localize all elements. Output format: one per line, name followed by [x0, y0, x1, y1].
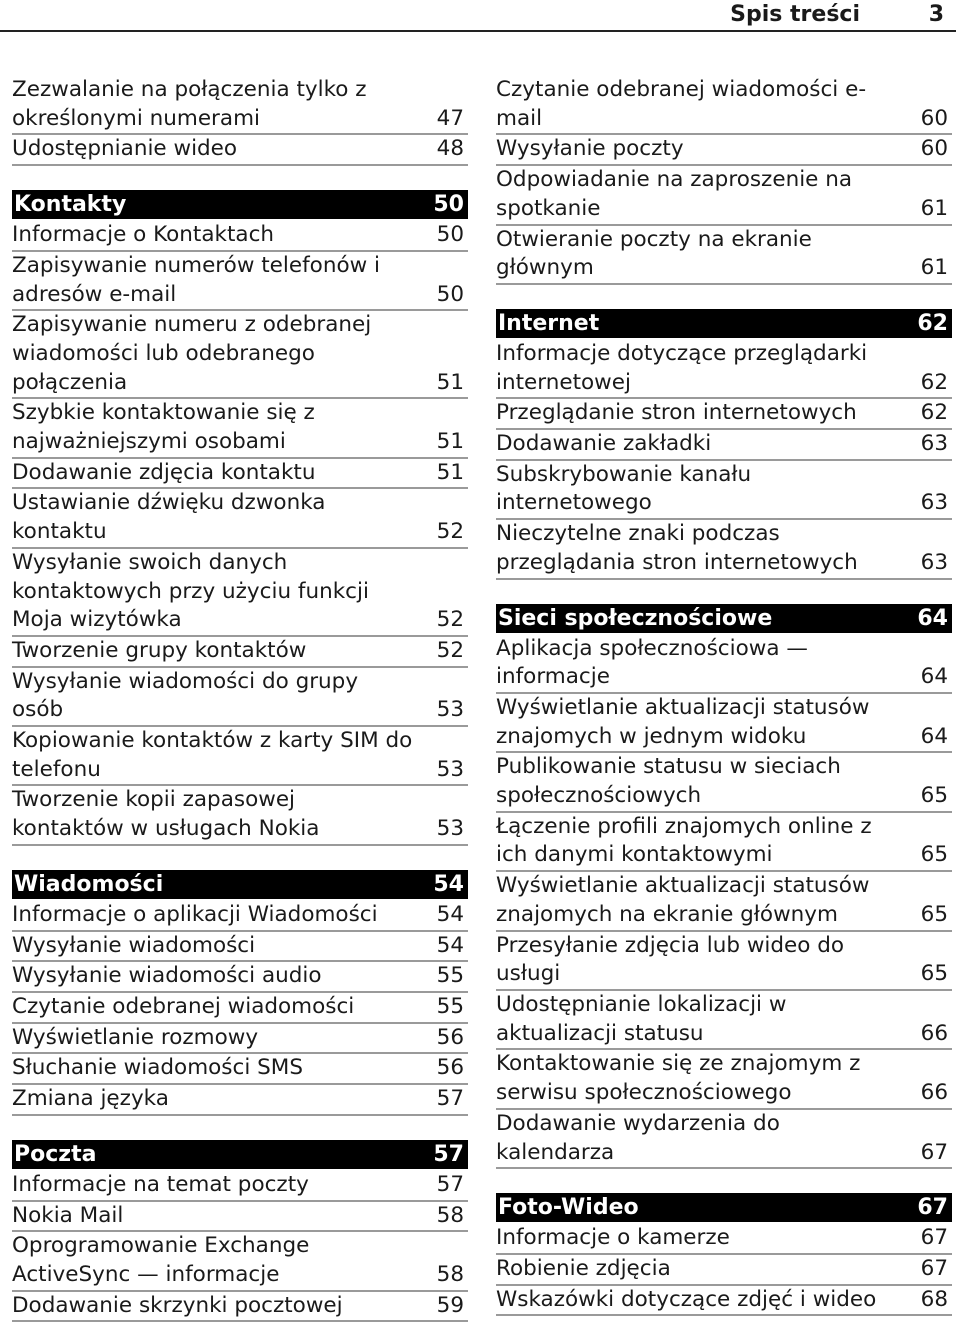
toc-entry[interactable] [12, 549, 468, 637]
toc-entry-line: społecznościowych [496, 783, 702, 809]
section-title: Internet [498, 310, 600, 336]
toc-entry-line: Czytanie odebranej wiadomości e- [496, 77, 867, 102]
toc-entry-line: serwisu społecznościowego [496, 1080, 792, 1106]
toc-entry-line: Robienie zdjęcia [496, 1255, 671, 1281]
toc-entry-line: Wysyłanie swoich danych [12, 549, 288, 575]
toc-entry-line: adresów e-mail [12, 281, 177, 307]
toc-entry[interactable] [496, 76, 952, 135]
section-page-number: 64 [917, 605, 948, 631]
toc-entry-page-number: 50 [436, 222, 464, 248]
toc-entry-page-number: 52 [436, 607, 464, 633]
toc-entry-line: Wyświetlanie aktualizacji statusów [496, 694, 870, 720]
toc-section-heading[interactable] [496, 1193, 952, 1222]
section-page-number: 57 [433, 1141, 464, 1167]
section-page-number: 67 [917, 1195, 948, 1221]
toc-entry-page-number: 65 [920, 842, 948, 868]
toc-entry[interactable] [496, 166, 952, 225]
toc-entry-page-number: 56 [436, 1024, 464, 1050]
toc-entry-line: połączenia [12, 369, 128, 395]
toc-entry-line: Kopiowanie kontaktów z karty SIM do [12, 728, 413, 754]
toc-entry[interactable] [496, 226, 952, 285]
toc-entry[interactable] [496, 1110, 952, 1169]
toc-entry[interactable] [496, 635, 952, 694]
toc-entry-page-number: 60 [920, 105, 948, 131]
toc-entry[interactable] [496, 135, 952, 166]
section-page-number: 62 [917, 310, 948, 336]
toc-entry-line: Odpowiadanie na zaproszenie na [496, 167, 853, 193]
toc-entry-page-number: 57 [436, 1171, 464, 1197]
page-header [0, 0, 956, 32]
toc-entry[interactable] [12, 221, 468, 252]
toc-entry[interactable] [496, 872, 952, 931]
toc-entry-line: Otwieranie poczty na ekranie [496, 226, 812, 252]
toc-entry[interactable] [12, 668, 468, 727]
toc-entry-line: osób [12, 697, 64, 723]
toc-entry-line: określonymi numerami [12, 105, 260, 131]
toc-entry[interactable] [496, 430, 952, 461]
toc-entry-page-number: 61 [920, 195, 948, 221]
toc-entry-line: Udostępnianie lokalizacji w [496, 991, 787, 1017]
toc-entry[interactable] [12, 962, 468, 993]
toc-entry[interactable] [496, 753, 952, 812]
toc-entry-line: Tworzenie grupy kontaktów [12, 637, 307, 663]
toc-entry-page-number: 47 [436, 105, 464, 131]
toc-entry-page-number: 51 [436, 459, 464, 485]
toc-entry-line: Dodawanie zakładki [496, 431, 712, 457]
toc-entry-page-number: 67 [920, 1225, 948, 1251]
toc-section-heading[interactable] [12, 1140, 468, 1169]
toc-entry-page-number: 50 [436, 281, 464, 307]
toc-entry[interactable] [12, 786, 468, 845]
toc-entry-line: Oprogramowanie Exchange [12, 1233, 310, 1259]
toc-entry-page-number: 67 [920, 1255, 948, 1281]
toc-entry-line: Informacje o kamerze [496, 1225, 730, 1251]
toc-entry-line: Zapisywanie numeru z odebranej [12, 312, 372, 338]
toc-entry-line: Udostępnianie wideo [12, 136, 238, 162]
toc-entry-line: Wysyłanie wiadomości [12, 932, 256, 958]
toc-entry-line: Nieczytelne znaki podczas [496, 521, 780, 547]
toc-entry[interactable] [12, 901, 468, 932]
toc-entry[interactable] [496, 932, 952, 991]
toc-entry-page-number: 54 [436, 932, 464, 958]
toc-entry[interactable] [12, 76, 468, 135]
toc-entry[interactable] [496, 1050, 952, 1109]
toc-entry-page-number: 55 [436, 963, 464, 989]
toc-entry[interactable] [12, 1232, 468, 1291]
toc-entry[interactable] [12, 252, 468, 311]
toc-entry-line: znajomych w jednym widoku [496, 723, 807, 749]
section-title: Poczta [14, 1141, 97, 1167]
toc-entry-line: kontaktów w usługach Nokia [12, 816, 320, 842]
toc-entry-page-number: 58 [436, 1202, 464, 1228]
toc-entry-line: Moja wizytówka [12, 607, 182, 633]
toc-entry-line: Subskrybowanie kanału [496, 461, 752, 487]
toc-entry-page-number: 55 [436, 993, 464, 1019]
toc-entry-line: kontaktowych przy użyciu funkcji [12, 578, 369, 604]
toc-entry-line: Ustawianie dźwięku dzwonka [12, 490, 326, 516]
toc-entry-line: aktualizacji statusu [496, 1020, 704, 1046]
toc-entry[interactable] [12, 1292, 468, 1322]
toc-entry-line: Dodawanie zdjęcia kontaktu [12, 459, 316, 485]
toc-entry[interactable] [496, 340, 952, 399]
toc-entry-line: ich danymi kontaktowymi [496, 842, 773, 868]
toc-section-heading[interactable] [496, 604, 952, 633]
toc-entry-page-number: 52 [436, 519, 464, 545]
toc-entry-page-number: 62 [920, 400, 948, 426]
toc-column-right [496, 76, 952, 1316]
toc-entry-line: Dodawanie skrzynki pocztowej [12, 1292, 343, 1318]
toc-entry-page-number: 52 [436, 637, 464, 663]
toc-entry-line: Nokia Mail [12, 1202, 124, 1228]
toc-entry[interactable] [496, 1224, 952, 1255]
header-page-number: 3 [928, 2, 944, 27]
toc-entry-line: usługi [496, 961, 561, 987]
section-page-number: 50 [433, 192, 464, 218]
toc-entry[interactable] [496, 399, 952, 430]
section-title: Sieci społecznościowe [498, 605, 773, 631]
toc-entry-page-number: 66 [920, 1080, 948, 1106]
toc-entry-line: Zapisywanie numerów telefonów i [12, 252, 380, 278]
toc-entry-page-number: 53 [436, 816, 464, 842]
toc-entry-page-number: 64 [920, 723, 948, 749]
toc-entry-line: Dodawanie wydarzenia do [496, 1110, 780, 1136]
section-page-number: 54 [433, 871, 464, 897]
toc-entry-line: Wysyłanie poczty [496, 136, 684, 162]
toc-entry[interactable] [496, 694, 952, 753]
toc-entry-page-number: 63 [920, 431, 948, 457]
toc-entry-line: Informacje o aplikacji Wiadomości [12, 901, 378, 927]
toc-entry[interactable] [12, 1054, 468, 1085]
toc-entry-line: Słuchanie wiadomości SMS [12, 1055, 303, 1081]
toc-entry-line: kalendarza [496, 1139, 615, 1165]
toc-entry-page-number: 48 [436, 136, 464, 162]
toc-entry-line: przeglądania stron internetowych [496, 549, 858, 575]
toc-entry-page-number: 68 [920, 1286, 948, 1312]
toc-entry[interactable] [12, 135, 468, 166]
toc-column-left [12, 76, 468, 1322]
toc-entry-line: Przesyłanie zdjęcia lub wideo do [496, 932, 845, 958]
toc-entry-line: ActiveSync — informacje [12, 1261, 280, 1287]
toc-entry-line: telefonu [12, 756, 101, 782]
toc-entry[interactable] [12, 1024, 468, 1055]
toc-entry-line: Przeglądanie stron internetowych [496, 400, 857, 426]
toc-entry-line: Wysyłanie wiadomości audio [12, 963, 322, 989]
toc-entry-line: znajomych na ekranie głównym [496, 901, 838, 927]
toc-entry-line: spotkanie [496, 195, 601, 221]
toc-entry-line: informacje [496, 664, 610, 690]
toc-entry-line: Zezwalanie na połączenia tylko z [12, 77, 367, 102]
toc-entry-line: Aplikacja społecznościowa — [496, 635, 808, 661]
toc-entry-page-number: 65 [920, 901, 948, 927]
toc-entry-line: najważniejszymi osobami [12, 429, 286, 455]
toc-entry-line: Tworzenie kopii zapasowej [12, 787, 296, 813]
toc-entry-page-number: 66 [920, 1020, 948, 1046]
toc-entry[interactable] [12, 637, 468, 668]
toc-entry[interactable] [496, 461, 952, 520]
toc-entry[interactable] [12, 932, 468, 963]
toc-entry-page-number: 59 [436, 1292, 464, 1318]
toc-entry[interactable] [12, 311, 468, 399]
toc-entry-line: Informacje dotyczące przeglądarki [496, 340, 868, 366]
toc-entry-page-number: 56 [436, 1055, 464, 1081]
toc-entry-page-number: 58 [436, 1261, 464, 1287]
section-title: Kontakty [14, 192, 127, 218]
toc-entry-line: Wysyłanie wiadomości do grupy [12, 668, 359, 694]
toc-entry-page-number: 51 [436, 369, 464, 395]
toc-entry-line: Wyświetlanie rozmowy [12, 1024, 259, 1050]
toc-entry-page-number: 63 [920, 490, 948, 516]
toc-entry-page-number: 67 [920, 1139, 948, 1165]
toc-entry[interactable] [12, 1202, 468, 1233]
section-title: Foto-Wideo [498, 1195, 639, 1221]
toc-entry[interactable] [12, 489, 468, 548]
toc-entry-page-number: 60 [920, 136, 948, 162]
toc-entry[interactable] [496, 520, 952, 579]
header-title: Spis treści [730, 2, 860, 27]
toc-entry-line: Kontaktowanie się ze znajomym z [496, 1051, 861, 1077]
toc-entry-line: Wyświetlanie aktualizacji statusów [496, 873, 870, 899]
toc-entry-line: Czytanie odebranej wiadomości [12, 993, 355, 1019]
toc-entry-line: Zmiana języka [12, 1086, 169, 1112]
toc-entry-page-number: 53 [436, 756, 464, 782]
toc-entry-line: Informacje na temat poczty [12, 1171, 309, 1197]
toc-entry[interactable] [12, 993, 468, 1024]
toc-entry[interactable] [12, 1171, 468, 1202]
section-title: Wiadomości [14, 871, 164, 897]
toc-entry-line: mail [496, 105, 543, 131]
toc-entry-line: kontaktu [12, 519, 107, 545]
toc-entry-page-number: 53 [436, 697, 464, 723]
toc-entry-page-number: 64 [920, 664, 948, 690]
toc-entry-line: Szybkie kontaktowanie się z [12, 400, 315, 426]
toc-entry-line: Informacje o Kontaktach [12, 222, 275, 248]
toc-entry-line: internetowego [496, 490, 652, 516]
toc-section-heading[interactable] [496, 309, 952, 338]
toc-entry[interactable] [496, 1255, 952, 1286]
toc-entry-page-number: 61 [920, 255, 948, 281]
toc-entry[interactable] [12, 459, 468, 490]
toc-section-heading[interactable] [12, 870, 468, 899]
toc-section-heading[interactable] [12, 190, 468, 219]
toc-entry-page-number: 51 [436, 429, 464, 455]
toc-entry-page-number: 65 [920, 783, 948, 809]
toc-entry[interactable] [496, 813, 952, 872]
toc-entry-page-number: 62 [920, 369, 948, 395]
toc-entry-line: internetowej [496, 369, 631, 395]
toc-entry-page-number: 54 [436, 901, 464, 927]
toc-entry-line: wiadomości lub odebranego [12, 340, 315, 366]
toc-entry-page-number: 57 [436, 1086, 464, 1112]
toc-entry-line: Wskazówki dotyczące zdjęć i wideo [496, 1286, 877, 1312]
toc-entry-page-number: 63 [920, 549, 948, 575]
toc-entry-page-number: 65 [920, 961, 948, 987]
toc-entry[interactable] [12, 1085, 468, 1116]
toc-entry-line: Publikowanie statusu w sieciach [496, 754, 841, 780]
toc-entry-line: Łączenie profili znajomych online z [496, 813, 872, 839]
toc-entry[interactable] [496, 991, 952, 1050]
toc-entry-line: głównym [496, 255, 594, 281]
toc-entry[interactable] [496, 1286, 952, 1317]
toc-entry[interactable] [12, 727, 468, 786]
toc-entry[interactable] [12, 399, 468, 458]
